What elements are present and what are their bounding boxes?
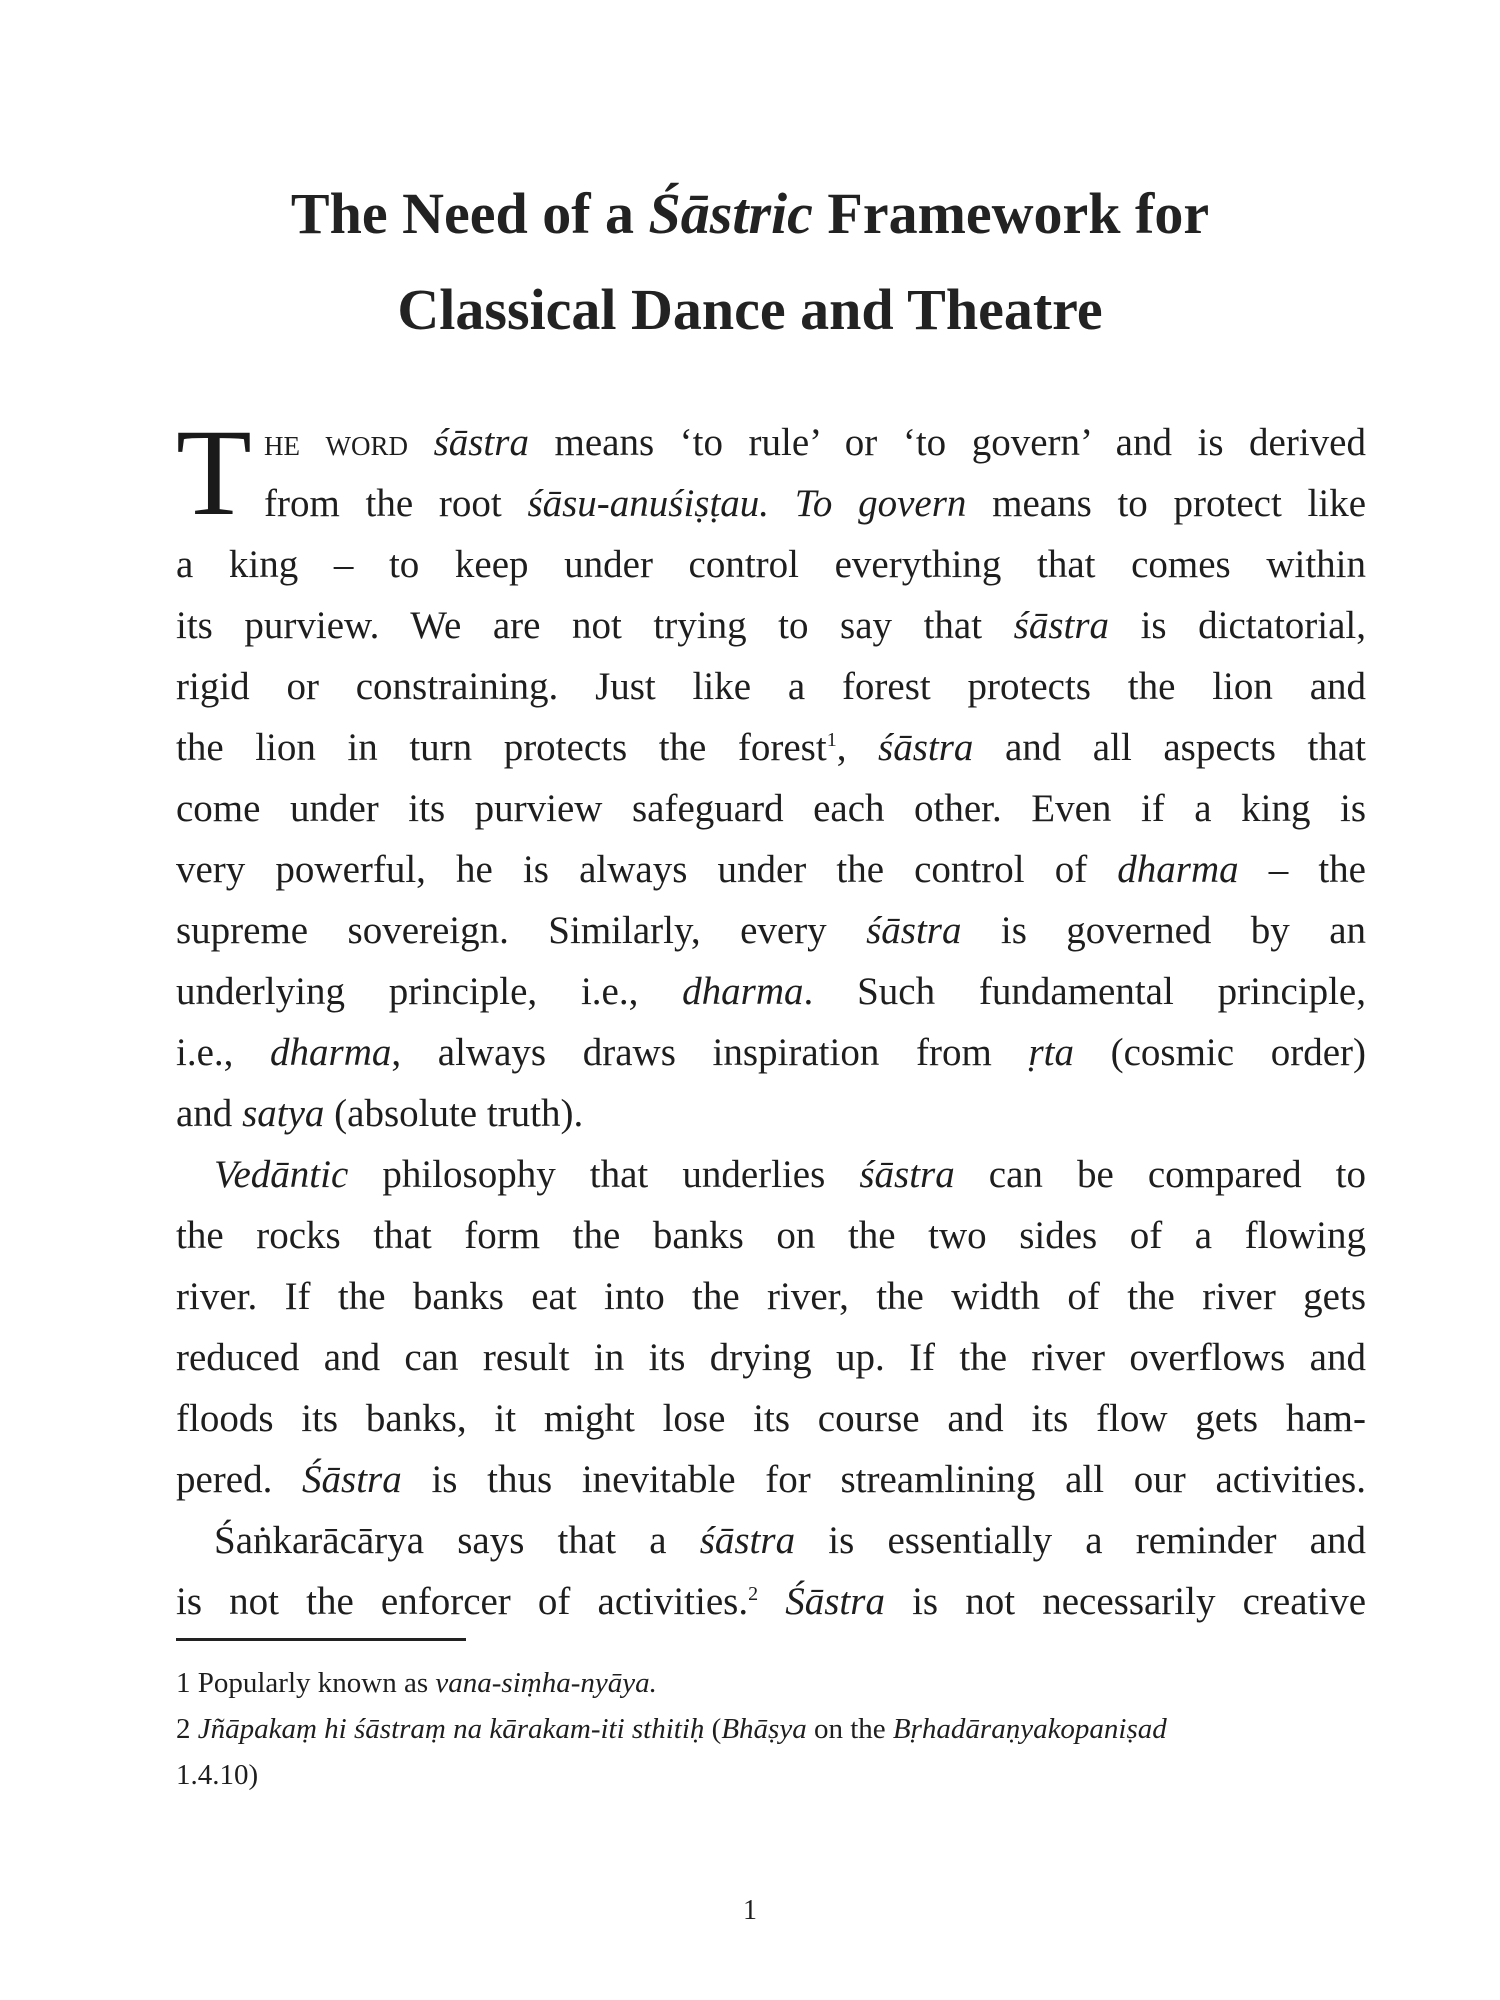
text-segment: i.e.,	[176, 1031, 271, 1074]
footnote-reference: 2	[748, 1583, 759, 1605]
text-segment: very powerful, he is always under the control of	[176, 848, 1118, 891]
text-segment: pered.	[176, 1458, 303, 1501]
text-line	[176, 778, 1366, 839]
text-line	[176, 1510, 1366, 1571]
text-segment: river. If the banks eat into the river, the width of the river gets	[176, 1275, 1366, 1318]
text-segment: is thus inevitable for streamlining all our activities.	[401, 1458, 1366, 1501]
text-segment: its purview. We are not trying to say that	[176, 604, 1014, 647]
text-segment: (absolute truth).	[324, 1092, 584, 1135]
text-segment: śāstra	[433, 421, 529, 464]
text-segment: 1 Popularly known as	[176, 1667, 436, 1699]
text-segment: The Need of a	[290, 181, 649, 246]
text-line	[176, 1144, 1366, 1205]
text-segment: śāstra	[699, 1519, 796, 1562]
text-line	[176, 1327, 1366, 1388]
text-segment: Śāstric	[648, 181, 813, 246]
text-segment: 1.4.10)	[176, 1759, 259, 1791]
text-segment: (	[704, 1713, 722, 1745]
text-line	[176, 595, 1366, 656]
footnotes	[176, 1660, 1366, 1798]
text-line	[176, 1449, 1366, 1510]
text-segment: floods its banks, it might lose its course and its flow gets ham-	[176, 1397, 1366, 1440]
text-line	[176, 1083, 1366, 1144]
text-segment: dharma	[270, 1031, 392, 1074]
text-line	[176, 839, 1366, 900]
text-segment	[758, 1580, 785, 1623]
text-segment: Śāstra	[302, 1458, 402, 1501]
chapter-title-line-1	[0, 180, 1500, 247]
text-segment: Bhāṣya	[721, 1713, 807, 1745]
text-segment: . Such fundamental principle,	[803, 970, 1366, 1013]
text-line	[176, 1266, 1366, 1327]
text-segment: Vedāntic	[214, 1153, 349, 1196]
text-segment: satya	[242, 1092, 325, 1135]
text-line	[176, 717, 1366, 778]
text-segment: and	[176, 1092, 243, 1135]
text-segment: is governed by an	[961, 909, 1366, 952]
text-segment: reduced and can result in its drying up. If the river overflows and	[176, 1336, 1366, 1379]
text-segment: Śāstra	[785, 1580, 885, 1623]
footnote	[176, 1752, 1366, 1798]
footnote	[176, 1706, 1366, 1752]
page-number: 1	[743, 1895, 757, 1926]
chapter-title-line-2	[0, 276, 1500, 343]
footnote-reference: 1	[826, 729, 837, 751]
text-line	[176, 1205, 1366, 1266]
text-segment: ,	[836, 726, 879, 769]
text-segment: a king – to keep under control everything that comes within	[176, 543, 1366, 586]
text-segment: Śaṅkarācārya says that a	[214, 1519, 700, 1562]
text-segment: the rocks that form the banks on the two sides of a flowing	[176, 1214, 1366, 1257]
text-line	[176, 656, 1366, 717]
text-line	[176, 473, 1366, 534]
text-segment: dharma	[1117, 848, 1239, 891]
text-segment: , always draws inspiration from	[391, 1031, 1029, 1074]
text-segment: vana-siṃha-nyāya.	[435, 1667, 657, 1699]
text-segment: Bṛhadāraṇyakopaniṣad	[892, 1713, 1167, 1745]
text-segment: philosophy that underlies	[348, 1153, 860, 1196]
text-segment: dharma	[682, 970, 804, 1013]
text-segment: is not the enforcer of activities.	[176, 1580, 749, 1623]
text-segment: means ‘to rule’ or ‘to govern’ and is derived	[528, 421, 1366, 464]
text-segment: is essentially a reminder and	[795, 1519, 1366, 1562]
text-segment: come under its purview safeguard each other. Even if a king is	[176, 787, 1366, 830]
text-line	[176, 1571, 1366, 1632]
text-segment: means to protect like	[966, 482, 1366, 525]
text-line	[176, 961, 1366, 1022]
text-segment: from the root	[264, 482, 528, 525]
text-segment: and all aspects that	[973, 726, 1366, 769]
text-segment: the lion in turn protects the forest	[176, 726, 827, 769]
text-segment: śāsu-anuśiṣṭau. To govern	[527, 482, 967, 525]
text-segment: śāstra	[878, 726, 974, 769]
text-segment: supreme sovereign. Similarly, every	[176, 909, 867, 952]
text-segment: śāstra	[859, 1153, 955, 1196]
footnote-rule	[176, 1638, 466, 1641]
text-segment: on the	[806, 1713, 893, 1745]
text-segment: is dictatorial,	[1109, 604, 1366, 647]
text-segment: (cosmic order)	[1073, 1031, 1366, 1074]
text-line	[176, 900, 1366, 961]
text-segment: 2	[176, 1713, 198, 1745]
text-segment: śāstra	[1013, 604, 1110, 647]
text-segment: Jñāpakaṃ hi śāstraṃ na kārakam-iti sthitiḥ	[197, 1713, 705, 1745]
text-segment: he word	[264, 421, 434, 464]
body-text	[176, 404, 1366, 1632]
text-segment: underlying principle, i.e.,	[176, 970, 683, 1013]
text-segment: śāstra	[866, 909, 962, 952]
text-segment: ṛta	[1028, 1031, 1074, 1074]
text-line	[176, 412, 1366, 473]
text-line	[176, 1022, 1366, 1083]
text-segment: can be compared to	[954, 1153, 1366, 1196]
text-segment: – the	[1238, 848, 1366, 891]
footnote	[176, 1660, 1366, 1706]
text-segment: Classical Dance and Theatre	[397, 277, 1103, 342]
text-segment: is not necessarily creative	[884, 1580, 1366, 1623]
text-line	[176, 1388, 1366, 1449]
text-line	[176, 534, 1366, 595]
text-segment: rigid or constraining. Just like a forest protects the lion and	[176, 665, 1366, 708]
drop-cap: T	[176, 404, 252, 541]
text-segment: Framework for	[812, 181, 1210, 246]
